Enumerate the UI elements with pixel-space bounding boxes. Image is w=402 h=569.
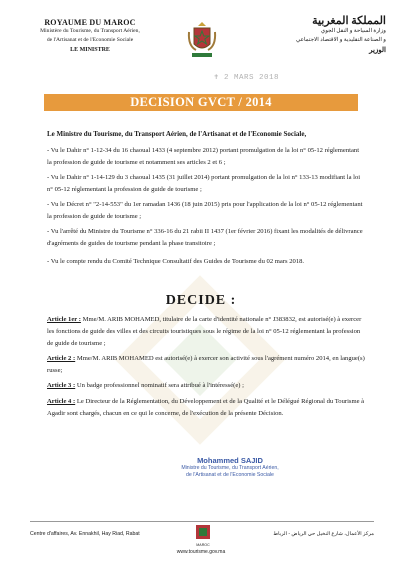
ministry-line2-ar: و الصناعة التقليدية و الاقتصاد الاجتماعي bbox=[295, 36, 386, 43]
minister-title-fr: LE MINISTRE bbox=[70, 47, 110, 53]
signatory-name: Mohammed SAJID bbox=[197, 456, 263, 465]
article-1 bbox=[47, 314, 365, 350]
footer-logo-caption: MAROC bbox=[196, 543, 210, 547]
kingdom-title-fr: ROYAUME DU MAROC bbox=[44, 18, 136, 27]
ministry-line1-ar: وزارة السياحة و النقل الجوي bbox=[320, 28, 386, 34]
article-3 bbox=[47, 380, 365, 392]
ministry-line2-fr: de l'Artisanat et de l'Economie Sociale bbox=[46, 36, 134, 43]
article-3-label: Article 3 : bbox=[47, 382, 76, 389]
article-3-text: Un badge professionnel nominatif sera attribué à l'intéressé(e) ; bbox=[76, 382, 244, 389]
article-4 bbox=[47, 396, 365, 420]
ministry-line1-fr: Ministère du Tourisme, du Transport Aérien, bbox=[40, 28, 140, 34]
consideration-5: - Vu le compte rendu du Comité Technique Consultatif des Guides de Tourisme du 02 mars 2018. bbox=[47, 258, 305, 265]
date-stamp: ✝ 2 MARS 2018 bbox=[214, 74, 280, 82]
consideration-1: - Vu le Dahir n° 1-12-34 du 16 chaoual 1433 (4 septembre 2012) portant promulgation de la loi n° 05-12 réglementant la profession de guide de tourisme et notamment ses articles 2 et 6 ; bbox=[47, 147, 360, 166]
signatory-title-line1: Ministre du Tourisme, du Transport Aérien, bbox=[181, 465, 279, 471]
consideration-2: - Vu le Dahir n° 1-14-129 du 3 chaoual 1435 (31 juillet 2014) portant promulgation de la loi n° 133-13 modifiant la loi n° 05-12 réglementant la profession de guide de tourisme ; bbox=[47, 174, 361, 193]
intro-line: Le Ministre du Tourisme, du Transport Aérien, de l'Artisanat et de l'Economie Sociale, bbox=[47, 130, 307, 138]
consideration-4: - Vu l'arrêté du Ministre du Tourisme n° 336-16 du 21 rabii II 1437 (1er février 2016) fixant les modalités de délivrance d'agréments de guides de tourisme pendant la phase transitoire ; bbox=[47, 228, 363, 247]
consideration-3: - Vu le Décret n° "2-14-553" du 1er ramadan 1436 (18 juin 2015) pris pour l'application de la loi n° 05-12 réglementant la profession de guide de tourisme ; bbox=[47, 201, 363, 220]
footer-website: www.tourisme.gov.ma bbox=[176, 549, 226, 555]
article-1-text: Mme/M. ARIB MOHAMED, titulaire de la carte d'identité nationale n° J383832, est autorisé(e) à exercer les fonctions de guide des villes et des circuits touristiques sous le régime de la loi n° 05-12 réglementant la profession de guide de tourisme ; bbox=[47, 316, 362, 347]
signatory-title-line2: de l'Artisanat et de l'Economie Sociale bbox=[186, 472, 274, 478]
footer-divider bbox=[30, 521, 374, 522]
article-2-label: Article 2 : bbox=[47, 355, 76, 362]
decide-heading: DECIDE : bbox=[165, 293, 237, 308]
article-2-text: Mme/M. ARIB MOHAMED est autorisé(e) à exercer son activité sous l'agrément numéro 2014, en langue(s) russe; bbox=[47, 355, 365, 374]
coat-of-arms-icon bbox=[186, 20, 218, 60]
article-1-label: Article 1er : bbox=[47, 316, 81, 323]
signature-stamp bbox=[155, 456, 305, 479]
header-arabic bbox=[256, 14, 386, 54]
footer-address-fr: Centre d'affaires, Av. Ennakhil, Hay Riad, Rabat bbox=[30, 531, 140, 537]
minister-title-ar: الوزير bbox=[369, 46, 386, 54]
article-4-text: Le Directeur de la Réglementation, du Développement et de la Qualité et le Délégué Régional du Tourisme à Agadir sont chargés, chacun en ce qui le concerne, de l'exécution de la présente Décision. bbox=[47, 398, 365, 417]
kingdom-title-ar: المملكة المغربية bbox=[312, 15, 386, 27]
article-4-label: Article 4 : bbox=[47, 398, 76, 405]
decision-banner: DECISION GVCT / 2014 bbox=[44, 94, 358, 111]
header-french bbox=[20, 18, 160, 53]
footer-address-ar: مركز الأعمال، شارع النخيل حي الرياض - الرباط bbox=[273, 531, 374, 537]
maroc-logo-icon bbox=[196, 525, 210, 542]
article-2 bbox=[47, 353, 365, 377]
